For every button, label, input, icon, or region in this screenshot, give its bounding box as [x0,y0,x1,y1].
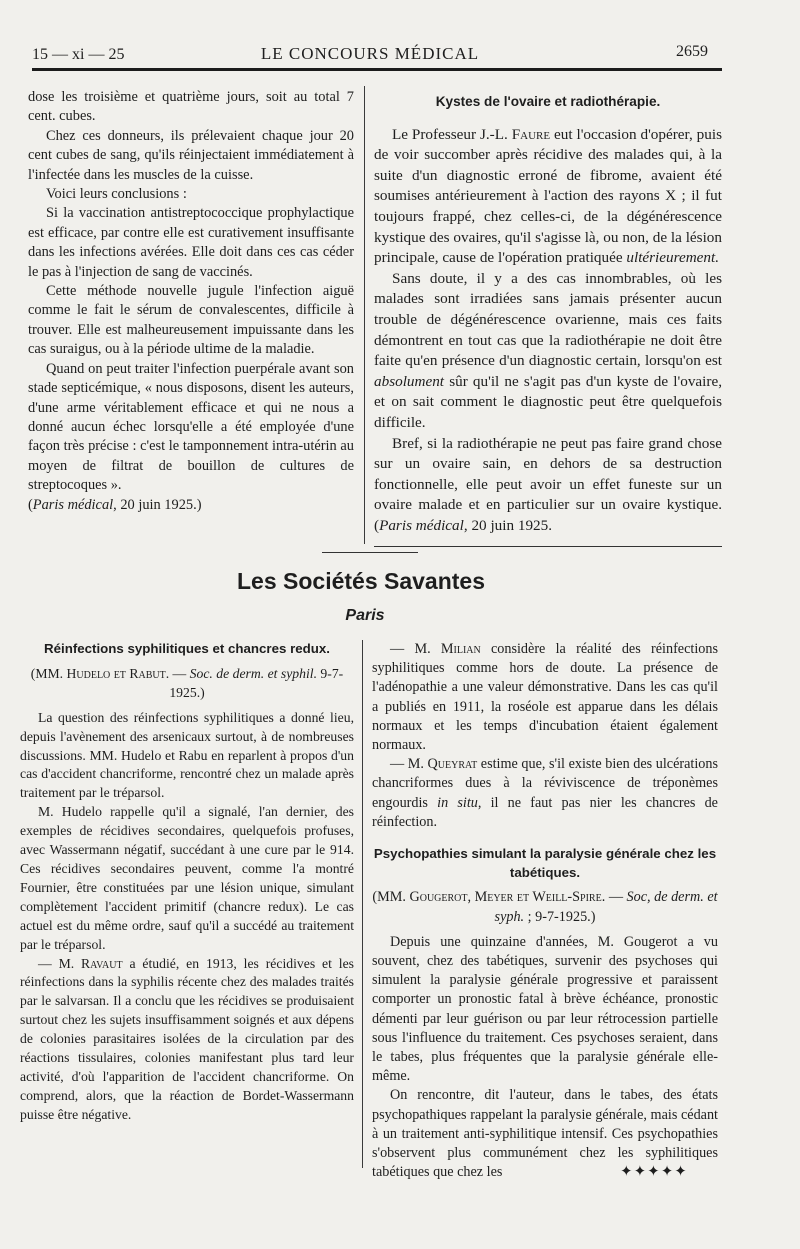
paragraph: La question des réinfections syphilitiques a donné lieu, depuis l'avènement des arsenicaux surtout, à de nombreuses discussions. MM. Hudelo et Rabu en reparlent à propos d'un cas d'accident chancriforme, rencontré chez un malade après traitement par le tréparsol. [20,709,354,801]
paragraph [374,125,722,269]
author-name: Milian [440,641,481,657]
paragraph: Chez ces donneurs, ils prélevaient chaque jour 20 cent cubes de sang, qu'ils réinjectaient immédiatement à l'infectée dans les muscles de la cuisse. [28,127,354,183]
reference-journal: Paris médical [32,496,114,513]
article-heading: Réinfections syphilitiques et chancres redux. [44,641,330,656]
society-name: Soc. de derm. et syphil. [189,665,317,681]
text-italic: absolument [374,372,445,390]
right-bottom-column [372,640,718,1182]
text: Bref, si la radiothérapie ne peut pas faire grand chose sur un ovaire sain, en dehors de sa destruction fonctionnelle, elle peut avoir un effet funeste sur un ovaire malade et en particulier sur un ovaire kystique. ( [374,434,722,534]
paragraph: Si la vaccination antistreptococcique prophylactique est efficace, par contre elle est curativement insuffisante dans les infections avérées. Elle doit dans ces cas céder le pas à l'injection de sang de vaccinés. [28,205,354,280]
text: a étudié, en 1913, les récidives et les réinfections dans la syphilis récente chez des malades traités par le salvarsan. Il a conclu que les récidives se produisaient surtout chez les sujets insuffisamment soignés et aux dépens de colonies parasitaires isolées de la circulation par des réactions tissulaires, colonies manifestant plus tard leur activité, d'où l'apparition de l'accident chancriforme. On comprend, alors, que la réaction de Bordet-Wassermann puisse être négative. [20,955,354,1122]
paragraph [374,434,722,537]
paragraph: Quand on peut traiter l'infection puerpérale avant son stade septicémique, « nous disposons, disent les auteurs, d'une arme véritablement efficace et qui ne nous a donné aucun échec lorsqu'elle a été employée d'une façon très précise : c'est le tamponnement intra-utérin au moyen de filtrat de bouillon de cultures de streptocoques ». [28,360,354,494]
article-citation [20,665,354,703]
text: Sans doute, il y a des cas innombrables, où les malades sont irradiées sans jamais présenter aucun trouble de dégénérescence ovarienne, mais ces faits démontrent en tout cas que la radiothérapie ne doit être faite qu'en présence d'un diagnostic certain, lorsqu'on est [374,269,722,370]
section-title: Les Sociétés Savantes [236,568,486,594]
title-rule [322,552,418,553]
text: considère la réalité des réinfections syphilitiques comme hors de doute. La présence de l'adénopathie a une valeur démonstrative. Dans les cas qu'il a publiés en 1911, la roséole est apparue dans les délais normaux et les temps d'incubation étaient également normaux. [372,641,718,754]
reference-journal: Paris médical [379,516,464,534]
text: (MM. [372,889,410,906]
author-names: Gougerot, Meyer et Weill-Spire [409,889,602,906]
issue-date: 15 — xi — 25 [32,46,125,63]
paragraph: Cette méthode nouvelle jugule l'infection aiguë comme le fait le sérum de convalescentes, difficile à trouver. Elle est malheureusement impuissante dans les cas suraigus, ou à la période ultime de la maladie. [28,283,354,358]
reference: (Paris médical, 20 juin 1925.) [28,496,202,513]
running-header [32,40,708,66]
text: estime que, s'il existe bien des ulcérations chancriformes dues à la réviviscence de tréponèmes engourdis [372,756,718,811]
text: , il ne faut pas nier les chancres de réinfection. [372,794,718,830]
text: , 20 juin 1925. [463,516,553,534]
section-subtitle: Paris [345,607,385,624]
header-rule [32,68,722,71]
author-name: Ravaut [81,955,123,971]
text: sûr qu'il ne s'agit pas d'un kyste de l'ovaire, et on sait comment le diagnostic peut être quelquefois difficile. [374,372,722,431]
article-heading: Kystes de l'ovaire et radiothérapie. [435,94,661,109]
text: . — [165,665,190,681]
paragraph: Voici leurs conclusions : [46,186,187,203]
text-italic: in situ [437,794,478,811]
column-divider [364,86,365,544]
article-heading: Psychopathies simulant la paralysie générale chez les tabétiques. [373,846,717,881]
paragraph: M. Hudelo rappelle qu'il a signalé, l'an dernier, des exemples de récidives secondaires, quelquefois profuses, avec Wassermann négatif, succédant à une cure par le 914. Ces récidives secondaires peuvent, comme l'a montré Fournier, être constituées par une lésion unique, simulant complètement l'accident primitif (chancre redux). Le cas actuel est du même ordre, sauf qu'il a succédé au traitement par le tréparsol. [20,804,354,952]
column-divider [362,640,363,1168]
paragraph [20,955,354,1125]
end-ornament: ✦✦✦✦✦ [620,1164,688,1180]
page-number: 2659 [676,43,708,60]
author-name: Queyrat [427,756,478,773]
left-top-column [28,88,354,515]
text: — M. [390,756,428,773]
right-top-column [374,92,722,536]
paragraph [374,269,722,434]
article-citation [372,888,718,926]
paragraph: dose les troisième et quatrième jours, soit au total 7 cent. cubes. [28,89,354,125]
paragraph [372,755,718,832]
section-rule [374,546,722,547]
journal-title: LE CONCOURS MÉDICAL [260,44,480,63]
text: — M. [38,955,82,971]
text: 9-7-1925.) [169,665,344,700]
society-name: Soc, de derm. et syph. [494,889,718,925]
text: — M. [390,641,441,657]
author-names: Hudelo et Rabut [66,665,166,681]
left-bottom-column [20,640,354,1125]
paragraph [372,640,718,755]
text: ; 9-7-1925.) [524,908,596,925]
reference-date: , 20 juin 1925.) [113,496,202,513]
text: (MM. [30,665,67,681]
text-italic: ultérieurement. [626,249,720,267]
author-name: Faure [511,125,551,143]
text: eut l'occasion d'opérer, puis de voir succomber après récidive des malades qui, à la suite d'un diagnostic erroné de fibrome, avaient été soumises antérieurement à l'action des rayons X ; il fut toujours frappé, chez celles-ci, de la dégénérescence kystique des ovaires, qu'il s'agisse là, ou non, de la lésion principale, cause de l'opération pratiquée [374,125,723,267]
text: Le Professeur J.-L. [392,125,512,143]
paragraph: Depuis une quinzaine d'années, M. Gougerot a vu souvent, chez des tabétiques, survenir des psychoses qui simulent la paralysie générale progressive et paraissent comporter un pronostic fatal à brève échéance, pronostic démenti par leur guérison ou par leur rétrocession partielle sous l'influence du traitement. Ces psychoses seraient, dans le tabes, plus fréquentes que la paralysie générale elle-même. [372,933,718,1085]
text: . — [601,889,627,906]
paragraph: On rencontre, dit l'auteur, dans le tabes, des états psychopathiques rappelant la paralysie générale, mais cédant à un traitement anti-syphilitique intensif. Ces psychopathies s'observent plus communément chez les syphilitiques tabétiques que chez les [372,1087,718,1181]
